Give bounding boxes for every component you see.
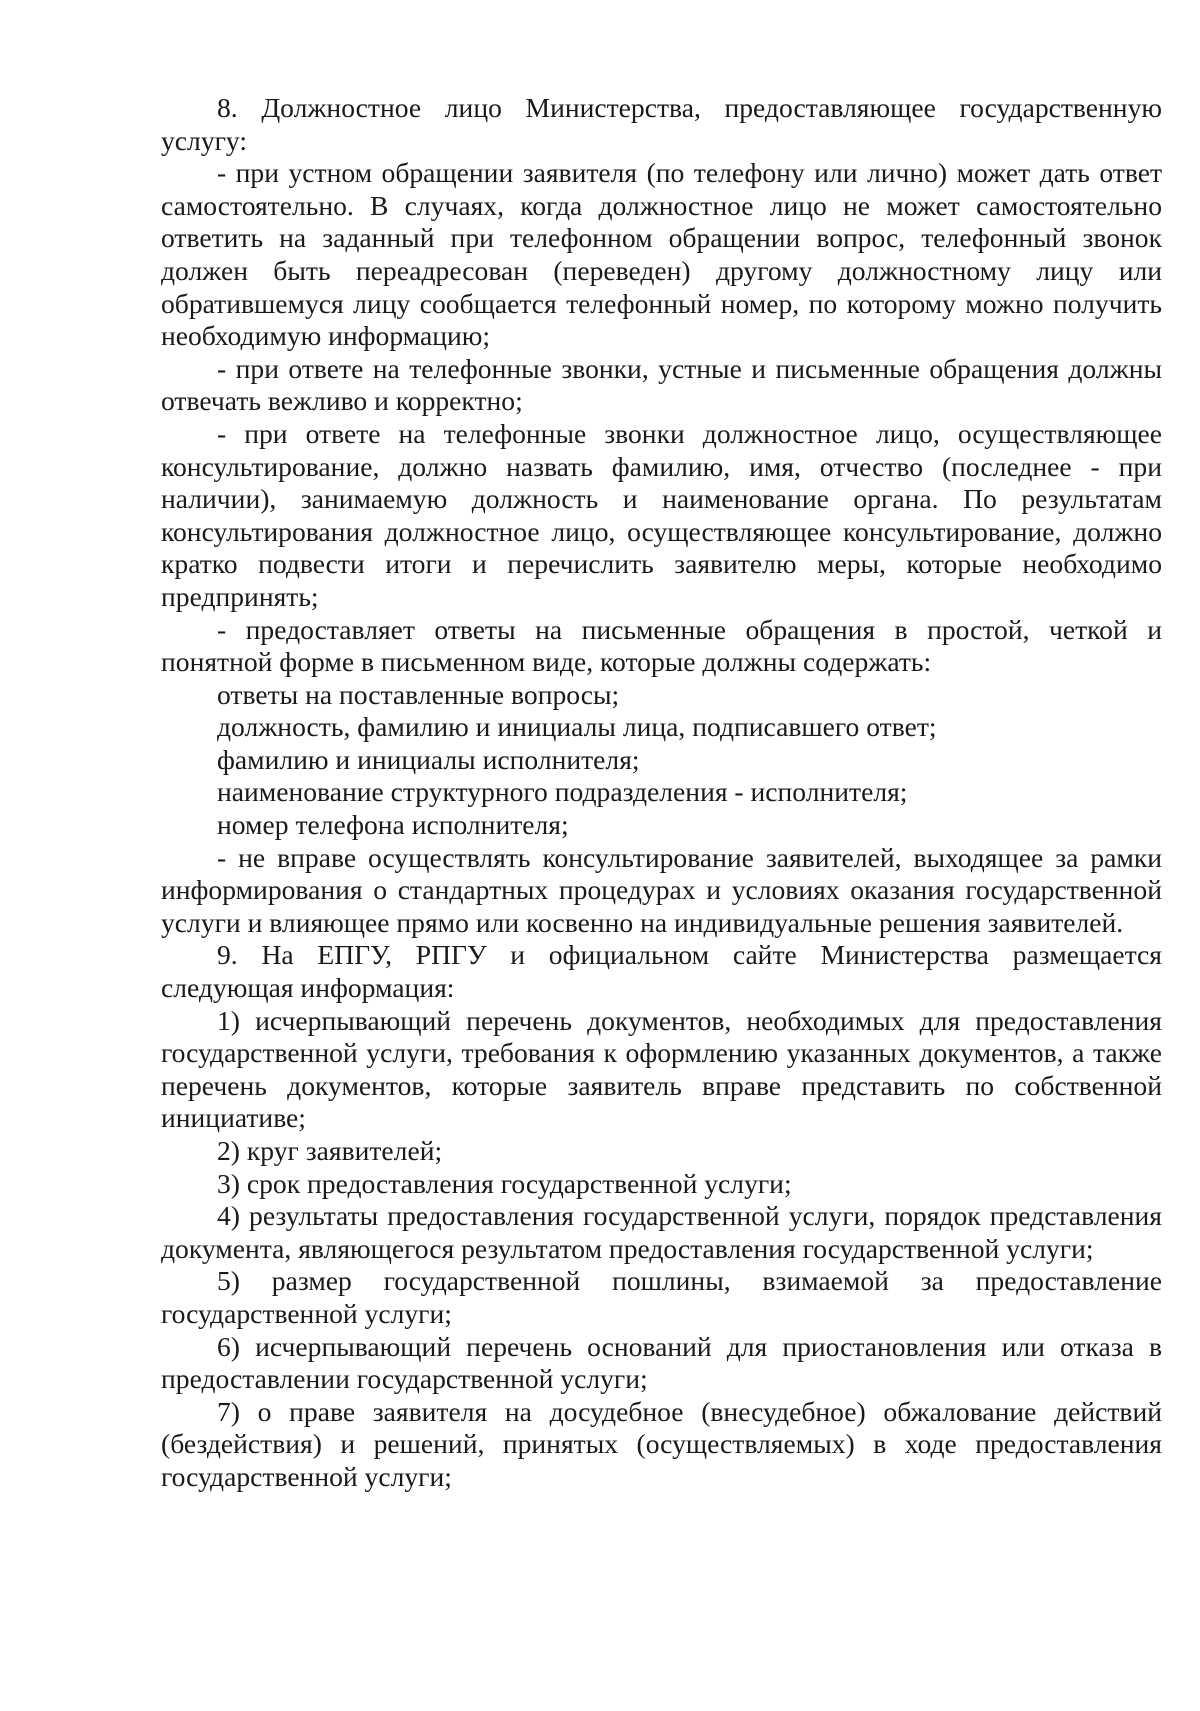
paragraph-info-4: 4) результаты предоставления государственной услуги, порядок представления документа, являющегося результатом предоставления государственной услуги; bbox=[161, 1200, 1162, 1264]
paragraph-not-entitled: - не вправе осуществлять консультирование заявителей, выходящее за рамки информирования о стандартных процедурах и условиях оказания государственной услуги и влияющее прямо или косвенно на индивидуальные решения заявителей. bbox=[161, 841, 1162, 938]
paragraph-info-1: 1) исчерпывающий перечень документов, необходимых для предоставления государственной услуги, требования к оформлению указанных документов, а также перечень документов, которые заявитель вправе представить по собственной инициативе; bbox=[161, 1004, 1162, 1134]
paragraph-phone-consultation: - при ответе на телефонные звонки должностное лицо, осуществляющее консультирование, должно назвать фамилию, имя, отчество (последнее - при наличии), занимаемую должность и наименование органа. По результатам консультирования должностное лицо, осуществляющее консультирование, должно кратко подвести итоги и перечислить заявителю меры, которые необходимо предпринять; bbox=[161, 417, 1162, 612]
list-item-phone: номер телефона исполнителя; bbox=[217, 809, 569, 841]
paragraph-info-2: 2) круг заявителей; bbox=[217, 1135, 443, 1166]
paragraph-info-5: 5) размер государственной пошлины, взимаемой за предоставление государственной услуги; bbox=[161, 1265, 1162, 1329]
paragraph-info-7: 7) о праве заявителя на досудебное (внесудебное) обжалование действий (бездействия) и решений, принятых (осуществляемых) в ходе предоставления государственной услуги; bbox=[161, 1395, 1162, 1492]
paragraph-info-6: 6) исчерпывающий перечень оснований для приостановления или отказа в предоставлении государственной услуги; bbox=[161, 1330, 1162, 1395]
paragraph-oral-request: - при устном обращении заявителя (по телефону или лично) может дать ответ самостоятельно. В случаях, когда должностное лицо не может самостоятельно ответить на заданный при телефонном обращении вопрос, телефонный звонок должен быть переадресован (переведен) другому должностному лицу или обратившемуся лицу сообщается телефонный номер, по которому можно получить необходимую информацию; bbox=[161, 157, 1162, 352]
paragraph-8-heading: 8. Должностное лицо Министерства, предоставляющее государственную услугу: bbox=[161, 92, 1162, 156]
list-item-answers: ответы на поставленные вопросы; bbox=[217, 678, 620, 710]
paragraph-polite-answer: - при ответе на телефонные звонки, устные и письменные обращения должны отвечать вежливо и корректно; bbox=[161, 352, 1162, 417]
paragraph-written-answers: - предоставляет ответы на письменные обращения в простой, четкой и понятной форме в письменном виде, которые должны содержать: bbox=[161, 613, 1162, 678]
paragraph-info-3: 3) срок предоставления государственной услуги; bbox=[217, 1167, 792, 1199]
list-item-executor: фамилию и инициалы исполнителя; bbox=[217, 743, 640, 775]
paragraph-9-heading: 9. На ЕПГУ, РПГУ и официальном сайте Министерства размещается следующая информация: bbox=[161, 939, 1162, 1004]
document-page bbox=[161, 92, 1162, 1494]
list-item-signer: должность, фамилию и инициалы лица, подписавшего ответ; bbox=[217, 711, 937, 743]
list-item-department: наименование структурного подразделения - исполнителя; bbox=[217, 776, 908, 808]
